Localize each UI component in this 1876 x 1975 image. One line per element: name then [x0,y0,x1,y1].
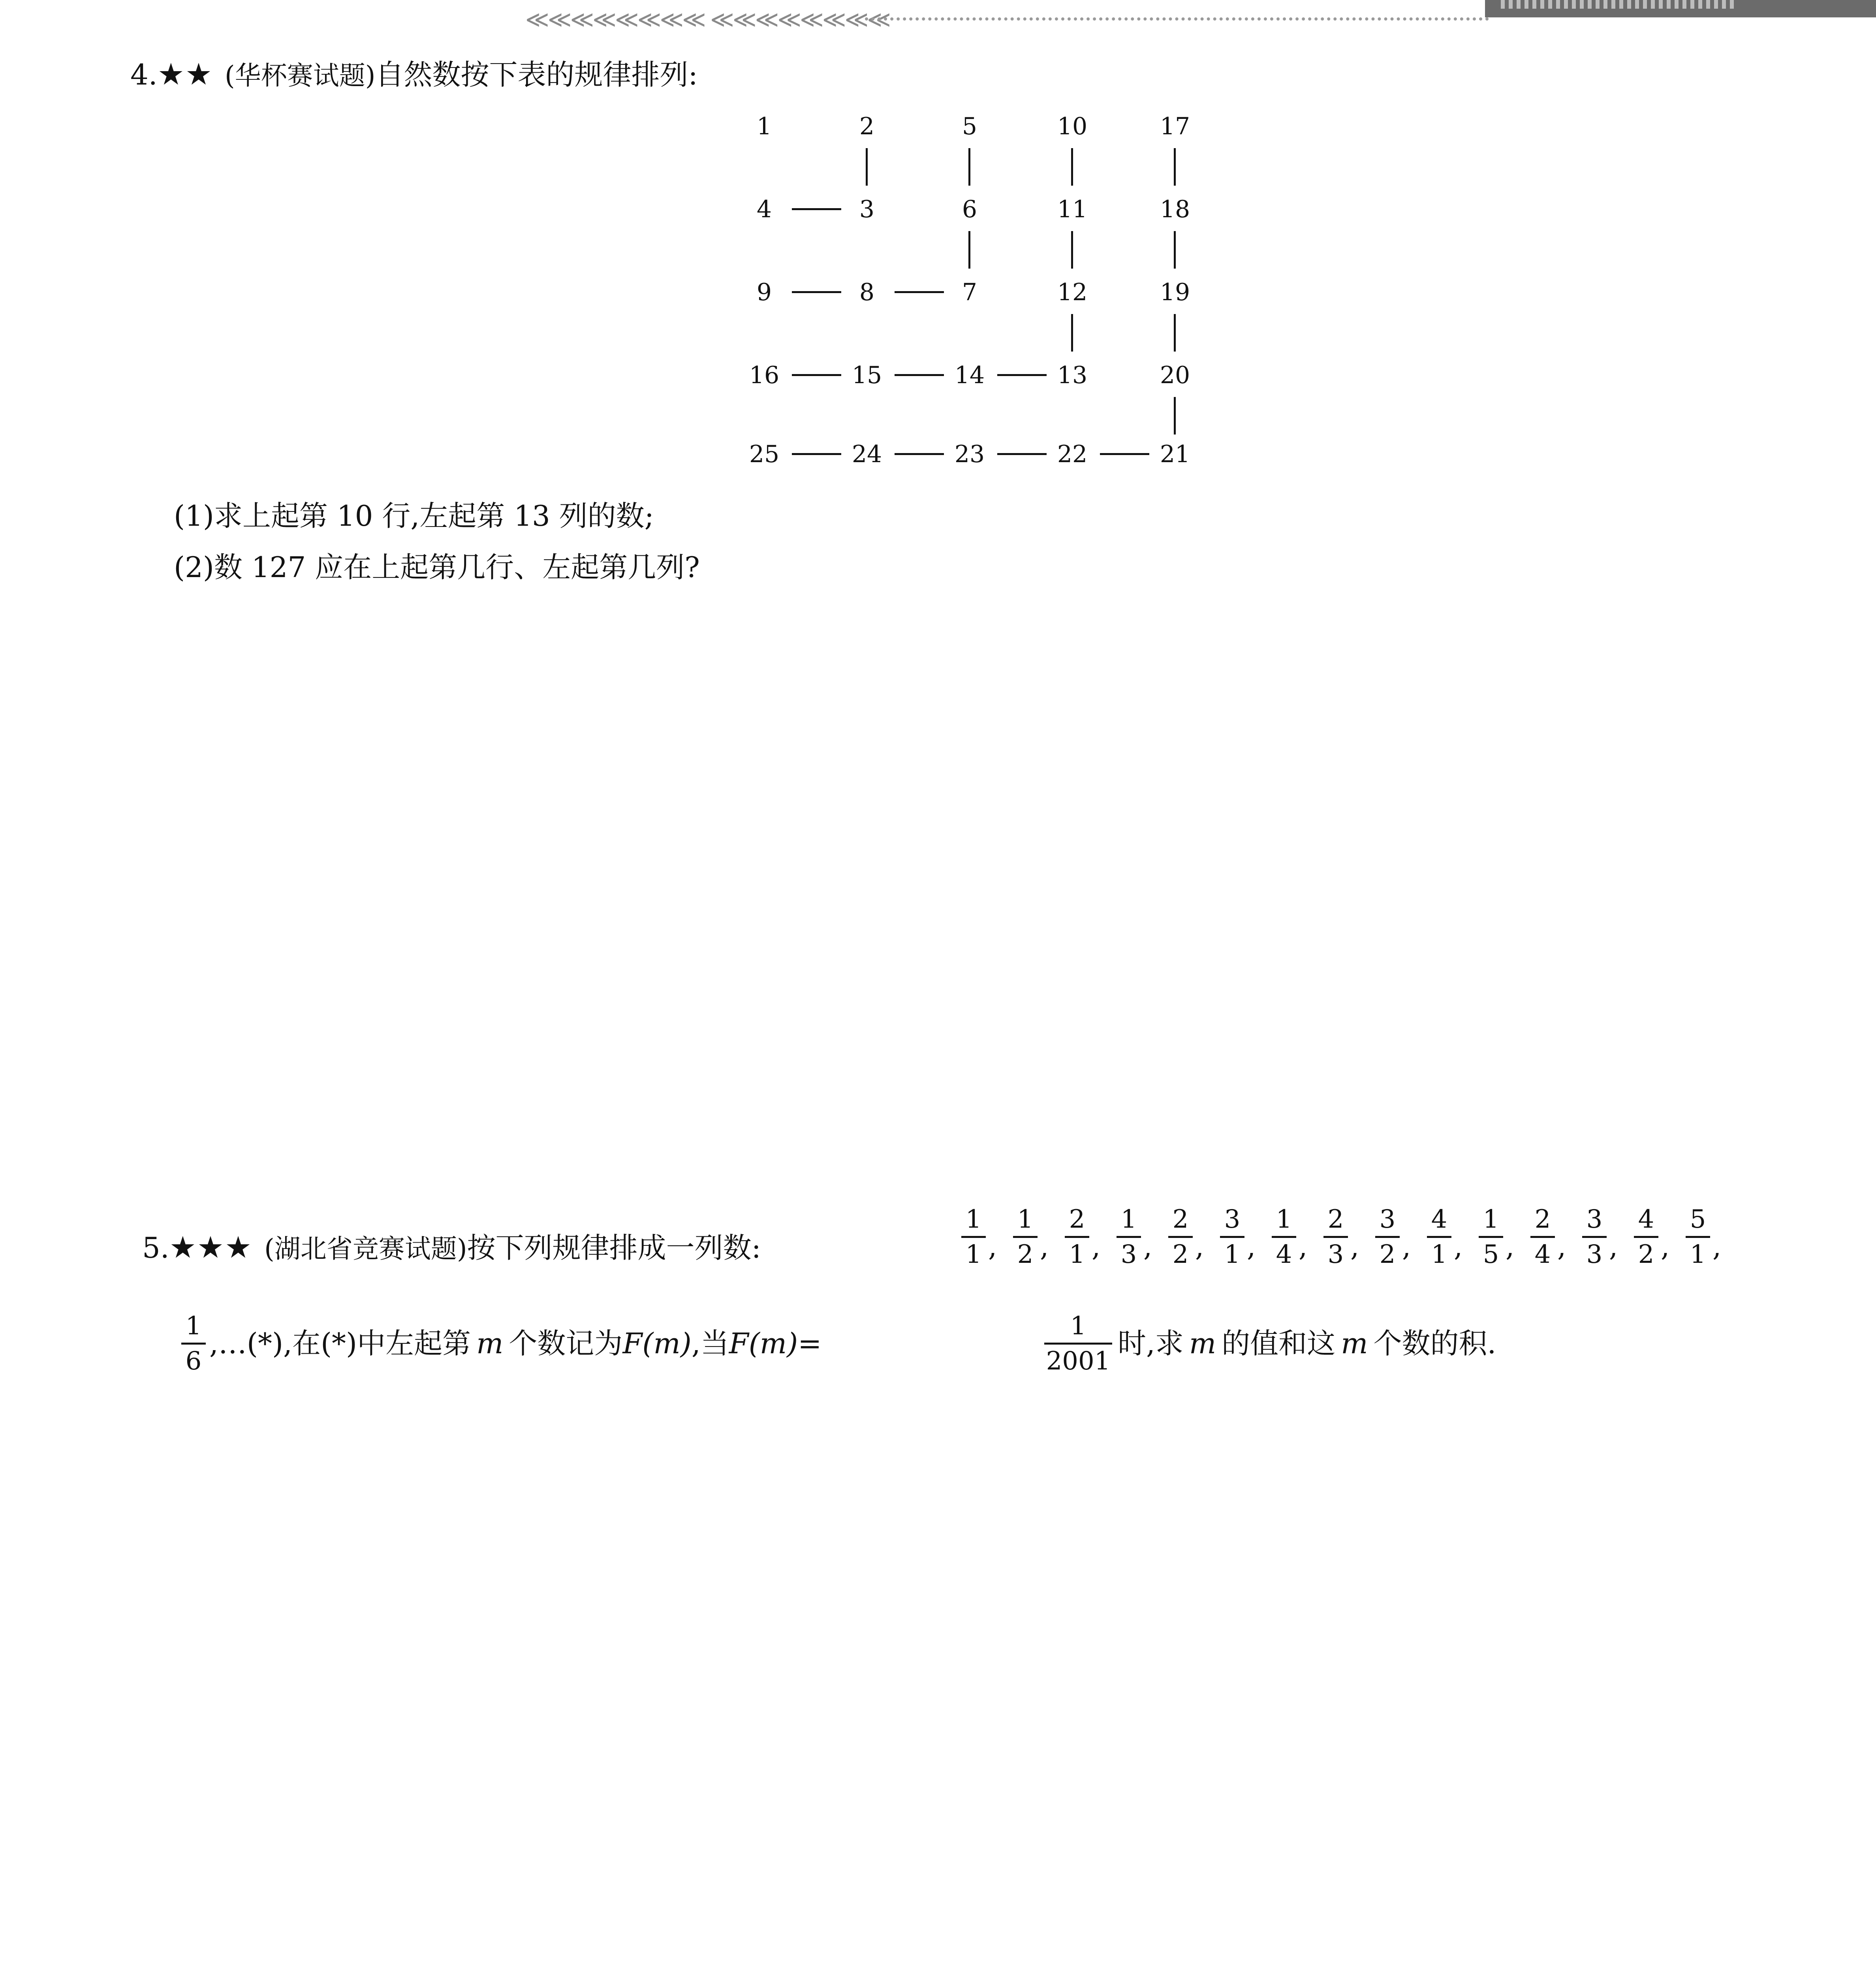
fraction: 1 2 [1011,1207,1039,1267]
grid-cell: 5 [962,113,977,140]
grid-connector [1174,231,1176,269]
question-4-stem: 自然数按下表的规律排列: [375,58,698,91]
var-m: m [1189,1327,1216,1360]
question-5-line-2-tail: 时,求 m 的值和这 m 个数的积. [1118,1327,1496,1360]
fraction: 1 6 [180,1313,207,1374]
comma: , [1195,1230,1204,1263]
header-band-pattern [1501,0,1738,9]
grid-cell: 23 [954,440,985,468]
grid-connector [1174,148,1176,186]
grid-cell: 1 [756,113,772,140]
grid-connector [792,374,841,376]
grid-cell: 15 [852,361,882,389]
grid-cell: 25 [749,440,780,468]
fraction: 5 1 [1684,1207,1712,1267]
F-of-m: F(m) [729,1327,798,1360]
grid-cell: 8 [859,278,875,306]
comma: , [1557,1230,1566,1263]
grid-connector [895,291,944,293]
difficulty-stars: ★★★ [169,1230,253,1265]
question-5-heading [142,1230,761,1265]
grid-cell: 12 [1057,278,1088,306]
grid-connector [1174,397,1176,434]
grid-connector [895,374,944,376]
question-5-stem: 按下列规律排成一列数: [467,1231,761,1264]
fraction: 3 2 [1374,1207,1401,1267]
grid-connector [968,231,970,269]
comma: , [988,1230,997,1263]
comma: , [1712,1230,1722,1263]
grid-cell: 16 [749,361,780,389]
question-5-source: (湖北省竞赛试题) [264,1234,467,1264]
grid-cell: 2 [859,113,875,140]
fraction: 4 1 [1425,1207,1453,1267]
fraction: 1 5 [1477,1207,1505,1267]
difficulty-stars: ★★ [157,56,213,92]
fraction: 2 4 [1529,1207,1556,1267]
fraction: 2 3 [1322,1207,1350,1267]
fraction: 3 1 [1218,1207,1246,1267]
comma: , [1609,1230,1618,1263]
grid-connector [1100,453,1149,455]
var-m: m [476,1327,504,1360]
question-5-number: 5. [142,1231,169,1264]
comma: , [1350,1230,1359,1263]
grid-cell: 4 [756,196,772,223]
grid-cell: 9 [756,278,772,306]
var-m: m [1341,1327,1368,1360]
grid-cell: 14 [954,361,985,389]
grid-cell: 13 [1057,361,1088,389]
fraction: 1 3 [1115,1207,1143,1267]
comma: , [1092,1230,1101,1263]
grid-connector [997,374,1047,376]
grid-connector [895,453,944,455]
grid-connector [792,208,841,210]
grid-cell: 20 [1160,361,1190,389]
grid-connector [792,453,841,455]
comma: , [1040,1230,1049,1263]
question-4-part-1: (1)求上起第 10 行,左起第 13 列的数; [174,499,654,532]
question-5-line-2: ,…(*),在(*)中左起第 m 个数记为F(m),当F(m)= [209,1327,822,1360]
grid-connector [1071,314,1073,352]
comma: , [1299,1230,1308,1263]
grid-cell: 19 [1160,278,1190,306]
fraction: 4 2 [1632,1207,1660,1267]
grid-cell: 18 [1160,196,1190,223]
question-4-heading [130,56,698,92]
grid-connector [866,148,868,186]
grid-cell: 11 [1057,196,1088,223]
comma: , [1247,1230,1256,1263]
grid-cell: 3 [859,196,875,223]
comma: , [1454,1230,1463,1263]
fraction: 2 2 [1167,1207,1194,1267]
grid-cell: 22 [1057,440,1088,468]
comma: , [1506,1230,1515,1263]
header-dotted-rule [865,17,1489,21]
grid-connector [1071,231,1073,269]
grid-cell: 17 [1160,113,1190,140]
grid-cell: 24 [852,440,882,468]
grid-cell: 7 [962,278,977,306]
question-4-part-2: (2)数 127 应在上起第几行、左起第几列? [174,551,700,584]
fraction: 3 3 [1581,1207,1608,1267]
grid-connector [792,291,841,293]
F-of-m: F(m) [622,1327,692,1360]
grid-connector [1071,148,1073,186]
grid-connector [968,148,970,186]
fraction: 1 1 [960,1207,987,1267]
grid-cell: 6 [962,196,977,223]
grid-cell: 21 [1160,440,1190,468]
grid-connector [997,453,1047,455]
grid-connector [1174,314,1176,352]
fraction-target: 1 2001 [1043,1313,1114,1374]
question-4-source: (华杯赛试题) [224,60,376,91]
fraction: 2 1 [1063,1207,1091,1267]
fraction: 1 4 [1270,1207,1298,1267]
comma: , [1143,1230,1152,1263]
grid-cell: 10 [1057,113,1088,140]
header-chevron-decoration: ≪≪≪≪≪≪≪≪ ≪≪≪≪≪≪≪≪ [525,6,889,33]
question-4-number: 4. [130,58,158,91]
comma: , [1661,1230,1670,1263]
comma: , [1402,1230,1411,1263]
